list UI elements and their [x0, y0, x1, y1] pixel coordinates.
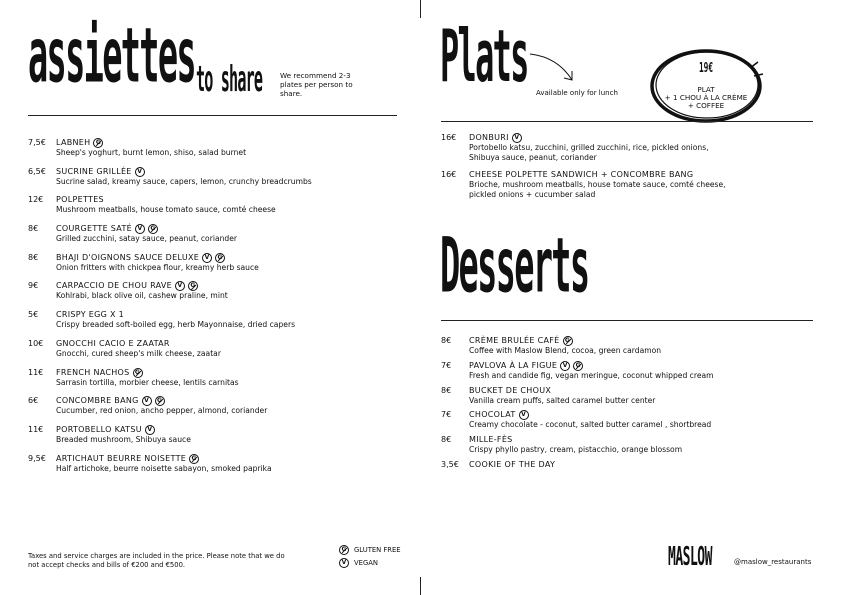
vegan-icon: V — [142, 396, 152, 406]
item-price: 7,5€ — [28, 138, 46, 147]
item-price: 6€ — [28, 396, 39, 406]
item-name: LABNEH — [56, 138, 91, 147]
item-price: 8€ — [28, 224, 39, 234]
gluten-free-icon: G — [215, 253, 225, 263]
divider-desserts — [441, 320, 813, 321]
item-name: BHAJI D'OIGNONS SAUCE DELUXE — [56, 252, 200, 262]
legend-label: GLUTEN FREE — [354, 546, 401, 554]
fold-mark-top — [420, 0, 421, 18]
formula-line: + COFFEE — [687, 101, 725, 110]
item-description — [469, 143, 709, 162]
gluten-free-icon: G — [133, 368, 143, 378]
item-price: 8€ — [441, 385, 452, 395]
item-name: SUCRINE GRILLÉE — [56, 166, 132, 176]
vegan-icon: V — [202, 253, 212, 263]
fold-mark-bottom — [420, 577, 421, 595]
item-price: 3,5€ — [441, 459, 459, 469]
section-title-plats: Plats — [440, 13, 528, 98]
legend-label: VEGAN — [354, 559, 378, 567]
vegan-icon: V — [512, 133, 522, 143]
item-name: DONBURI — [469, 133, 509, 142]
legend-gluten-free — [339, 545, 401, 555]
divider-plats — [441, 121, 813, 122]
item-description: Gnocchi, cured sheep's milk cheese, zaatar — [56, 348, 221, 358]
item-price: 8€ — [441, 336, 452, 345]
item-description: Crispy breaded soft-boiled egg, herb Mayonnaise, dried capers — [56, 320, 296, 330]
item-description: Mushroom meatballs, house tomato sauce, comté cheese — [56, 205, 276, 215]
item-name: POLPETTES — [56, 195, 104, 205]
item-price: 11€ — [28, 424, 44, 434]
item-price: 12€ — [28, 195, 44, 205]
item-price: 6,5€ — [28, 166, 46, 176]
item-description: Breaded mushroom, Shibuya sauce — [56, 434, 191, 444]
vegan-icon: V — [135, 167, 145, 177]
item-name: CARPACCIO DE CHOU RAVE — [56, 281, 173, 291]
item-price: 9€ — [28, 281, 39, 291]
item-price: 7€ — [441, 360, 452, 370]
gluten-free-icon: G — [188, 281, 198, 291]
item-description: Sucrine salad, kreamy sauce, capers, lemon, crunchy breadcrumbs — [56, 176, 312, 186]
vegan-icon: V — [519, 410, 529, 420]
vegan-icon: V — [560, 361, 570, 371]
formula-line: PLAT — [697, 85, 715, 94]
description-line: Portobello katsu, zucchini, grilled zucchini, rice, pickled onions, — [469, 143, 709, 152]
description-line: pickled onions + cucumber salad — [469, 189, 596, 199]
item-description: Grilled zucchini, satay sauce, peanut, coriander — [56, 234, 238, 244]
item-price: 10€ — [28, 338, 44, 348]
vegan-icon: V — [135, 224, 145, 234]
item-price: 16€ — [441, 170, 457, 179]
item-name: CHEESE POLPETTE SANDWICH + CONCOMBRE BANG — [469, 170, 694, 179]
item-price: 8€ — [28, 252, 39, 262]
maslow-logo: MASLOW — [668, 542, 712, 572]
footer-note: Taxes and service charges are included in the price. Please note that we do not accept checks and bills of €200 and €500. — [28, 552, 285, 569]
item-name: FRENCH NACHOS — [56, 367, 130, 377]
description-line: Brioche, mushroom meatballs, house tomate sauce, comté cheese, — [469, 180, 726, 189]
formula-line: + 1 CHOU À LA CRÈME — [664, 93, 748, 102]
section-title-assiettes: assiettes — [28, 11, 195, 100]
item-price: 7€ — [441, 410, 452, 420]
gluten-free-icon: G — [93, 138, 103, 148]
item-price: 5€ — [28, 310, 39, 320]
formula-price: 19€ — [698, 61, 714, 76]
item-description: Vanilla cream puffs, salted caramel butter center — [469, 395, 656, 405]
vegan-icon: V — [339, 558, 349, 568]
gluten-free-icon: G — [189, 454, 199, 464]
item-price: 8€ — [441, 435, 452, 445]
item-name: CHOCOLAT — [469, 410, 516, 420]
vegan-icon: V — [175, 281, 185, 291]
item-description — [469, 180, 726, 199]
section-title-desserts: Desserts — [440, 221, 589, 310]
gluten-free-icon: G — [339, 545, 349, 555]
item-name: BUCKET DE CHOUX — [469, 385, 552, 395]
gluten-free-icon: G — [155, 396, 165, 406]
item-price: 16€ — [441, 133, 457, 142]
lunch-formula-badge — [646, 46, 766, 126]
item-name: COURGETTE SATÉ — [56, 224, 133, 234]
item-price: 11€ — [28, 367, 44, 377]
item-name: ARTICHAUT BEURRE NOISETTE — [56, 453, 187, 463]
item-name: MILLE-FÈS — [469, 435, 513, 445]
recommendation-note: We recommend 2-3 plates per person to share. — [280, 71, 353, 98]
gluten-free-icon: G — [573, 361, 583, 371]
divider-left — [28, 115, 397, 116]
item-description: Sarrasin tortilla, morbier cheese, lentils carnitas — [56, 377, 239, 387]
item-name: CRISPY EGG X 1 — [56, 310, 124, 320]
gluten-free-icon: G — [148, 224, 158, 234]
item-description: Crispy phyllo pastry, cream, pistacchio, orange blossom — [469, 445, 683, 455]
lunch-note: Available only for lunch — [536, 89, 618, 97]
item-description: Fresh and candide fig, vegan meringue, coconut whipped cream — [469, 370, 714, 380]
item-description: Kohlrabi, black olive oil, cashew praline, mint — [56, 291, 228, 301]
arrow-icon — [528, 50, 578, 86]
item-name: COOKIE OF THE DAY — [469, 459, 556, 469]
item-name: PAVLOVA À LA FIGUE — [469, 360, 558, 370]
item-description: Creamy chocolate - coconut, salted butter caramel , shortbread — [469, 420, 712, 430]
item-name: PORTOBELLO KATSU — [56, 424, 142, 434]
item-price: 9,5€ — [28, 453, 46, 463]
item-name: GNOCCHI CACIO E ZAATAR — [56, 338, 170, 348]
legend-vegan — [339, 558, 378, 568]
item-description: Coffee with Maslow Blend, cocoa, green cardamon — [469, 346, 662, 355]
gluten-free-icon: G — [563, 336, 573, 346]
item-name: CRÈME BRULÉE CAFÉ — [469, 336, 560, 345]
item-name: CONCOMBRE BANG — [56, 396, 139, 406]
description-line: Shibuya sauce, peanut, coriander — [469, 152, 597, 162]
section-subtitle-to-share: to share — [196, 59, 263, 100]
vegan-icon: V — [145, 425, 155, 435]
item-description: Half artichoke, beurre noisette sabayon, smoked paprika — [56, 463, 272, 473]
item-description: Sheep's yoghurt, burnt lemon, shiso, salad burnet — [56, 148, 247, 157]
instagram-handle: @maslow_restaurants — [734, 558, 812, 566]
item-description: Cucumber, red onion, ancho pepper, almond, coriander — [56, 406, 268, 416]
item-description: Onion fritters with chickpea flour, kreamy herb sauce — [56, 262, 259, 272]
